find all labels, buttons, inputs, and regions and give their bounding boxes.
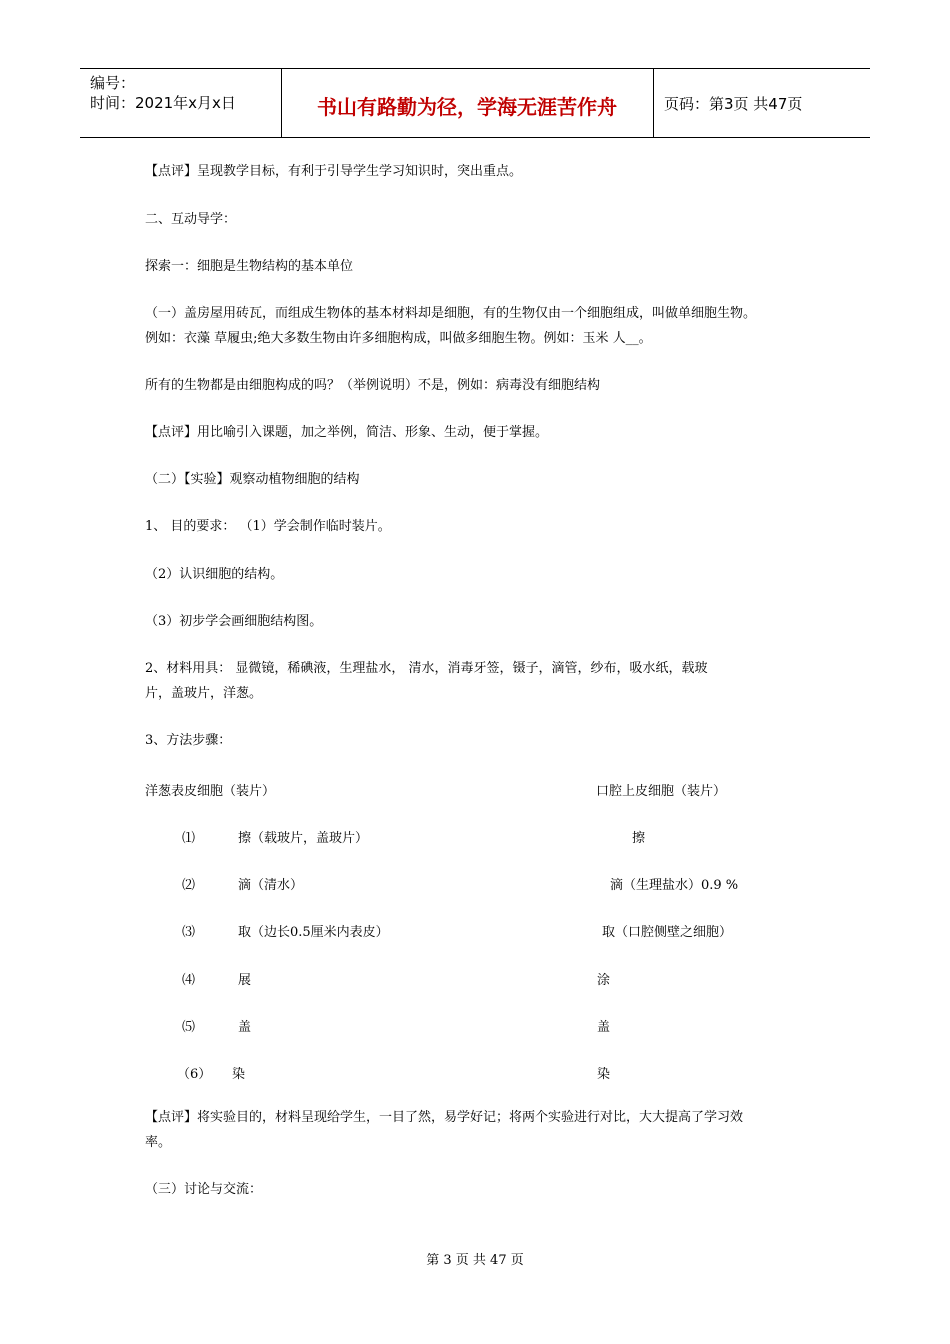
header-motto: 书山有路勤为径，学海无涯苦作舟 — [317, 95, 617, 119]
step-left: 擦（载玻片，盖玻片） — [238, 831, 369, 846]
step-right: 涂 — [597, 973, 611, 988]
body-paragraph: 片，盖玻片，洋葱。 — [145, 686, 263, 701]
step-right: 染 — [597, 1067, 611, 1082]
step-left: 盖 — [238, 1020, 252, 1035]
step-number: ⑴ — [182, 831, 196, 846]
body-paragraph: 所有的生物都是由细胞构成的吗？（举例说明）不是，例如：病毒没有细胞结构 — [145, 378, 601, 393]
step-number: （6） — [177, 1067, 212, 1082]
comment-paragraph: 【点评】将实验目的，材料呈现给学生，一目了然，易学好记；将两个实验进行对比，大大提高了学习效 — [145, 1110, 744, 1125]
body-paragraph: 3、方法步骤： — [145, 733, 232, 748]
step-right: 擦 — [632, 831, 646, 846]
comment-paragraph: 【点评】呈现教学目标，有利于引导学生学习知识时，突出重点。 — [145, 164, 523, 179]
step-right: 盖 — [597, 1020, 611, 1035]
body-paragraph: （2）认识细胞的结构。 — [145, 567, 284, 582]
page-footer: 第 3 页 共 47 页 — [426, 1253, 524, 1268]
comment-paragraph: 【点评】用比喻引入课题，加之举例，简洁、形象、生动，便于掌握。 — [145, 425, 549, 440]
comment-paragraph: 率。 — [145, 1135, 172, 1150]
step-left: 滴（清水） — [238, 878, 304, 893]
step-left: 取（边长0.5厘米内表皮） — [238, 925, 389, 940]
header-divider — [653, 69, 654, 137]
number-label: 编号： — [90, 74, 136, 92]
step-right: 滴（生理盐水）0.9 % — [610, 878, 739, 893]
experiment-heading: （二）【实验】观察动植物细胞的结构 — [145, 472, 360, 487]
section-heading: 二、互动导学： — [145, 212, 237, 227]
time-label: 时间：2021年x月x日 — [90, 94, 236, 112]
body-paragraph: 例如：衣藻 草履虫;绝大多数生物由许多细胞构成，叫做多细胞生物。例如：玉米 人__。 — [145, 331, 652, 346]
step-number: ⑷ — [182, 973, 196, 988]
step-right: 取（口腔侧壁之细胞） — [602, 925, 733, 940]
header-meta — [90, 73, 236, 113]
header-page-label: 页码：第3页 共47页 — [664, 95, 803, 113]
step-number: ⑵ — [182, 878, 196, 893]
body-paragraph: 2、材料用具： 显微镜，稀碘液，生理盐水， 清水，消毒牙签，镊子，滴管，纱布，吸水纸，载玻 — [145, 661, 708, 676]
step-left: 染 — [232, 1067, 246, 1082]
step-left: 展 — [238, 973, 252, 988]
body-paragraph: （3）初步学会画细胞结构图。 — [145, 614, 323, 629]
body-paragraph: 1、 目的要求： （1）学会制作临时装片。 — [145, 519, 391, 534]
document-header — [80, 68, 870, 138]
step-number: ⑶ — [182, 925, 196, 940]
discussion-heading: （三）讨论与交流： — [145, 1182, 263, 1197]
explore-heading: 探索一：细胞是生物结构的基本单位 — [145, 259, 354, 274]
step-number: ⑸ — [182, 1020, 196, 1035]
table-head-left: 洋葱表皮细胞（装片） — [145, 784, 276, 799]
body-paragraph: （一）盖房屋用砖瓦，而组成生物体的基本材料却是细胞，有的生物仅由一个细胞组成，叫做单细胞生物。 — [145, 306, 757, 321]
table-head-right: 口腔上皮细胞（装片） — [596, 784, 727, 799]
